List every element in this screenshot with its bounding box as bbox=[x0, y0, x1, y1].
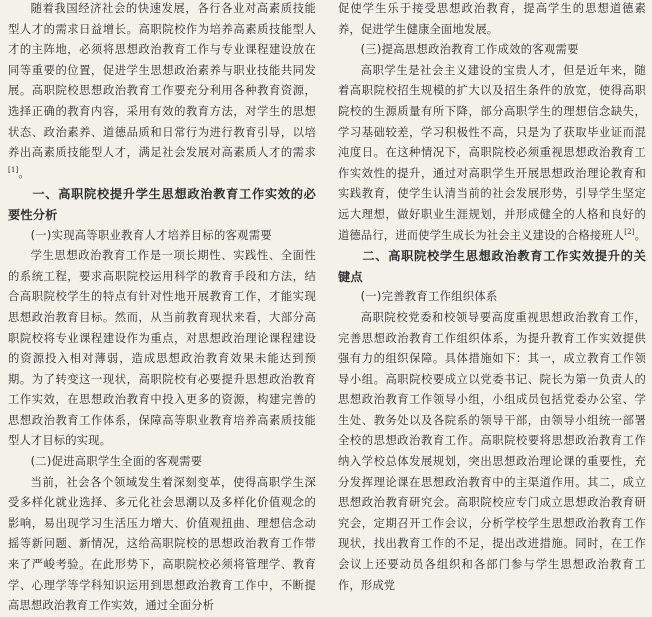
paragraph-1-2: 当前，社会各个领域发生着深刻变革，使得高职学生深受多样化就业选择、多元化社会思潮以及多样化价值观念的影响，易出现学习生活压力增大、价值观扭曲、理想信念动摇等新问题、新情况，这给高职院校的思想政治教育工作带来了严峻考验。在此形势下，高职院校必须将管理学、教育学、心理学等学科知识运用到思想政治教育工作中，不断提高思想政治教育工作实效，通过全面分析 bbox=[8, 475, 316, 613]
paragraph-intro-text: 随着我国经济社会的快速发展，各行各业对高素质技能型人才的需求日益增长。高职院校作为培养高素质技能型人才的主阵地，必须将思想政治教育工作与专业课程建设放在同等重要的位置，促进学生思想政治素养与职业技能共同发展。高职院校思想政治教育工作要充分利用各种教育资源，选择正确的教育内容，采用有效的教育方法，对学生的思想状态、政治素养、道德品质和日常行为进行教育引导，以培养出高素质技能型人才，满足社会发展对高素质人才的需求 bbox=[8, 2, 316, 160]
citation-ref-1: [1] bbox=[8, 165, 19, 174]
paragraph-1-3 bbox=[338, 61, 646, 246]
paragraph-1-1: 学生思想政治教育工作是一项长期性、实践性、全面性的系统工程，要求高职院校运用科学的教育手段和方法，结合高职院校学生的特点有针对性地开展教育工作，才能实现思想政治教育目标。然而，从当前教育现状来看，大部分高职院校将专业课程建设作为重点，对思想政治理论课程建设的资源投入相对薄弱，造成思想政治教育效果未能达到预期。为了转变这一现状，高职院校有必要提升思想政治教育工作实效，在思想政治教育中投入更多的资源，构建完善的思想政治教育工作体系，保障高等职业教育培养高素质技能型人才目标的实现。 bbox=[8, 249, 316, 448]
paragraph-2-1: 高职院校党委和校领导要高度重视思想政治教育工作，完善思想政治教育工作组织体系，为提升教育工作实效提供强有力的组织保障。具体措施如下：其一，成立教育工作领导小组。高职院校要成立以党委书记、院长为第一负责人的思想政治教育工作领导小组，小组成员包括党委办公室、学生处、教务处以及各院系的领导干部，由领导小组统一部署全校的思想政治教育工作。高职院校要将思想政治教育工作纳入学校总体发展规划，突出思想政治理论课的重要性，充分发挥理论课在思想政治教育中的主渠道作用。其二，成立思想政治教育研究会。高职院校应专门成立思想政治教育研究会，定期召开工作会议，分析学校学生思想政治教育工作现状，找出教育工作的不足，提出改进措施。同时，在工作会议上还要动员各组织和各部门参与学生思想政治教育工作，形成党 bbox=[338, 310, 646, 592]
subsection-heading-1-2: (二)促进高职学生全面的客观需要 bbox=[30, 455, 203, 469]
subsection-heading-1-1: (一)实现高等职业教育人才培养目标的客观需要 bbox=[30, 228, 272, 242]
paragraph-1-3-text: 高职学生是社会主义建设的宝贵人才，但是近年来，随着高职院校招生规模的扩大以及招生条件的放宽，使得高职院校的生源质量有所下降，部分高职学生的理想信念缺失，学习基础较差，学习积极性不高，只是为了获取毕业证而混沌度日。在这种情况下，高职院校必须重视思想政治教育工作实效性的提升，通过对高职学生开展思想政治理论教育和实践教育，使学生认清当前的社会发展形势，引导学生坚定远大理想，做好职业生涯规划，并形成健全的人格和良好的道德品行，进而使学生成长为社会主义建设的合格接班人 bbox=[338, 63, 646, 242]
subsection-heading-2-1: (一)完善教育工作组织体系 bbox=[360, 290, 498, 304]
paragraph-1-3-end: 。 bbox=[634, 228, 647, 242]
right-column bbox=[338, 0, 646, 596]
paragraph-intro bbox=[8, 0, 316, 184]
paragraph-intro-end: 。 bbox=[18, 166, 30, 180]
left-column bbox=[8, 0, 316, 617]
subsection-heading-1-3: (三)提高思想政治教育工作成效的客观需要 bbox=[360, 43, 579, 57]
citation-ref-2: [2] bbox=[624, 227, 635, 236]
section-heading-2: 二、高职院校学生思想政治教育工作实效提升的关键点 bbox=[338, 249, 646, 284]
paragraph-1-2-cont: 促使学生乐于接受思想政治教育，提高学生的思想道德素养，促进学生健康全面地发展。 bbox=[338, 2, 646, 36]
section-heading-1: 一、高职院校提升学生思想政治教育工作实效的必要性分析 bbox=[8, 187, 316, 222]
